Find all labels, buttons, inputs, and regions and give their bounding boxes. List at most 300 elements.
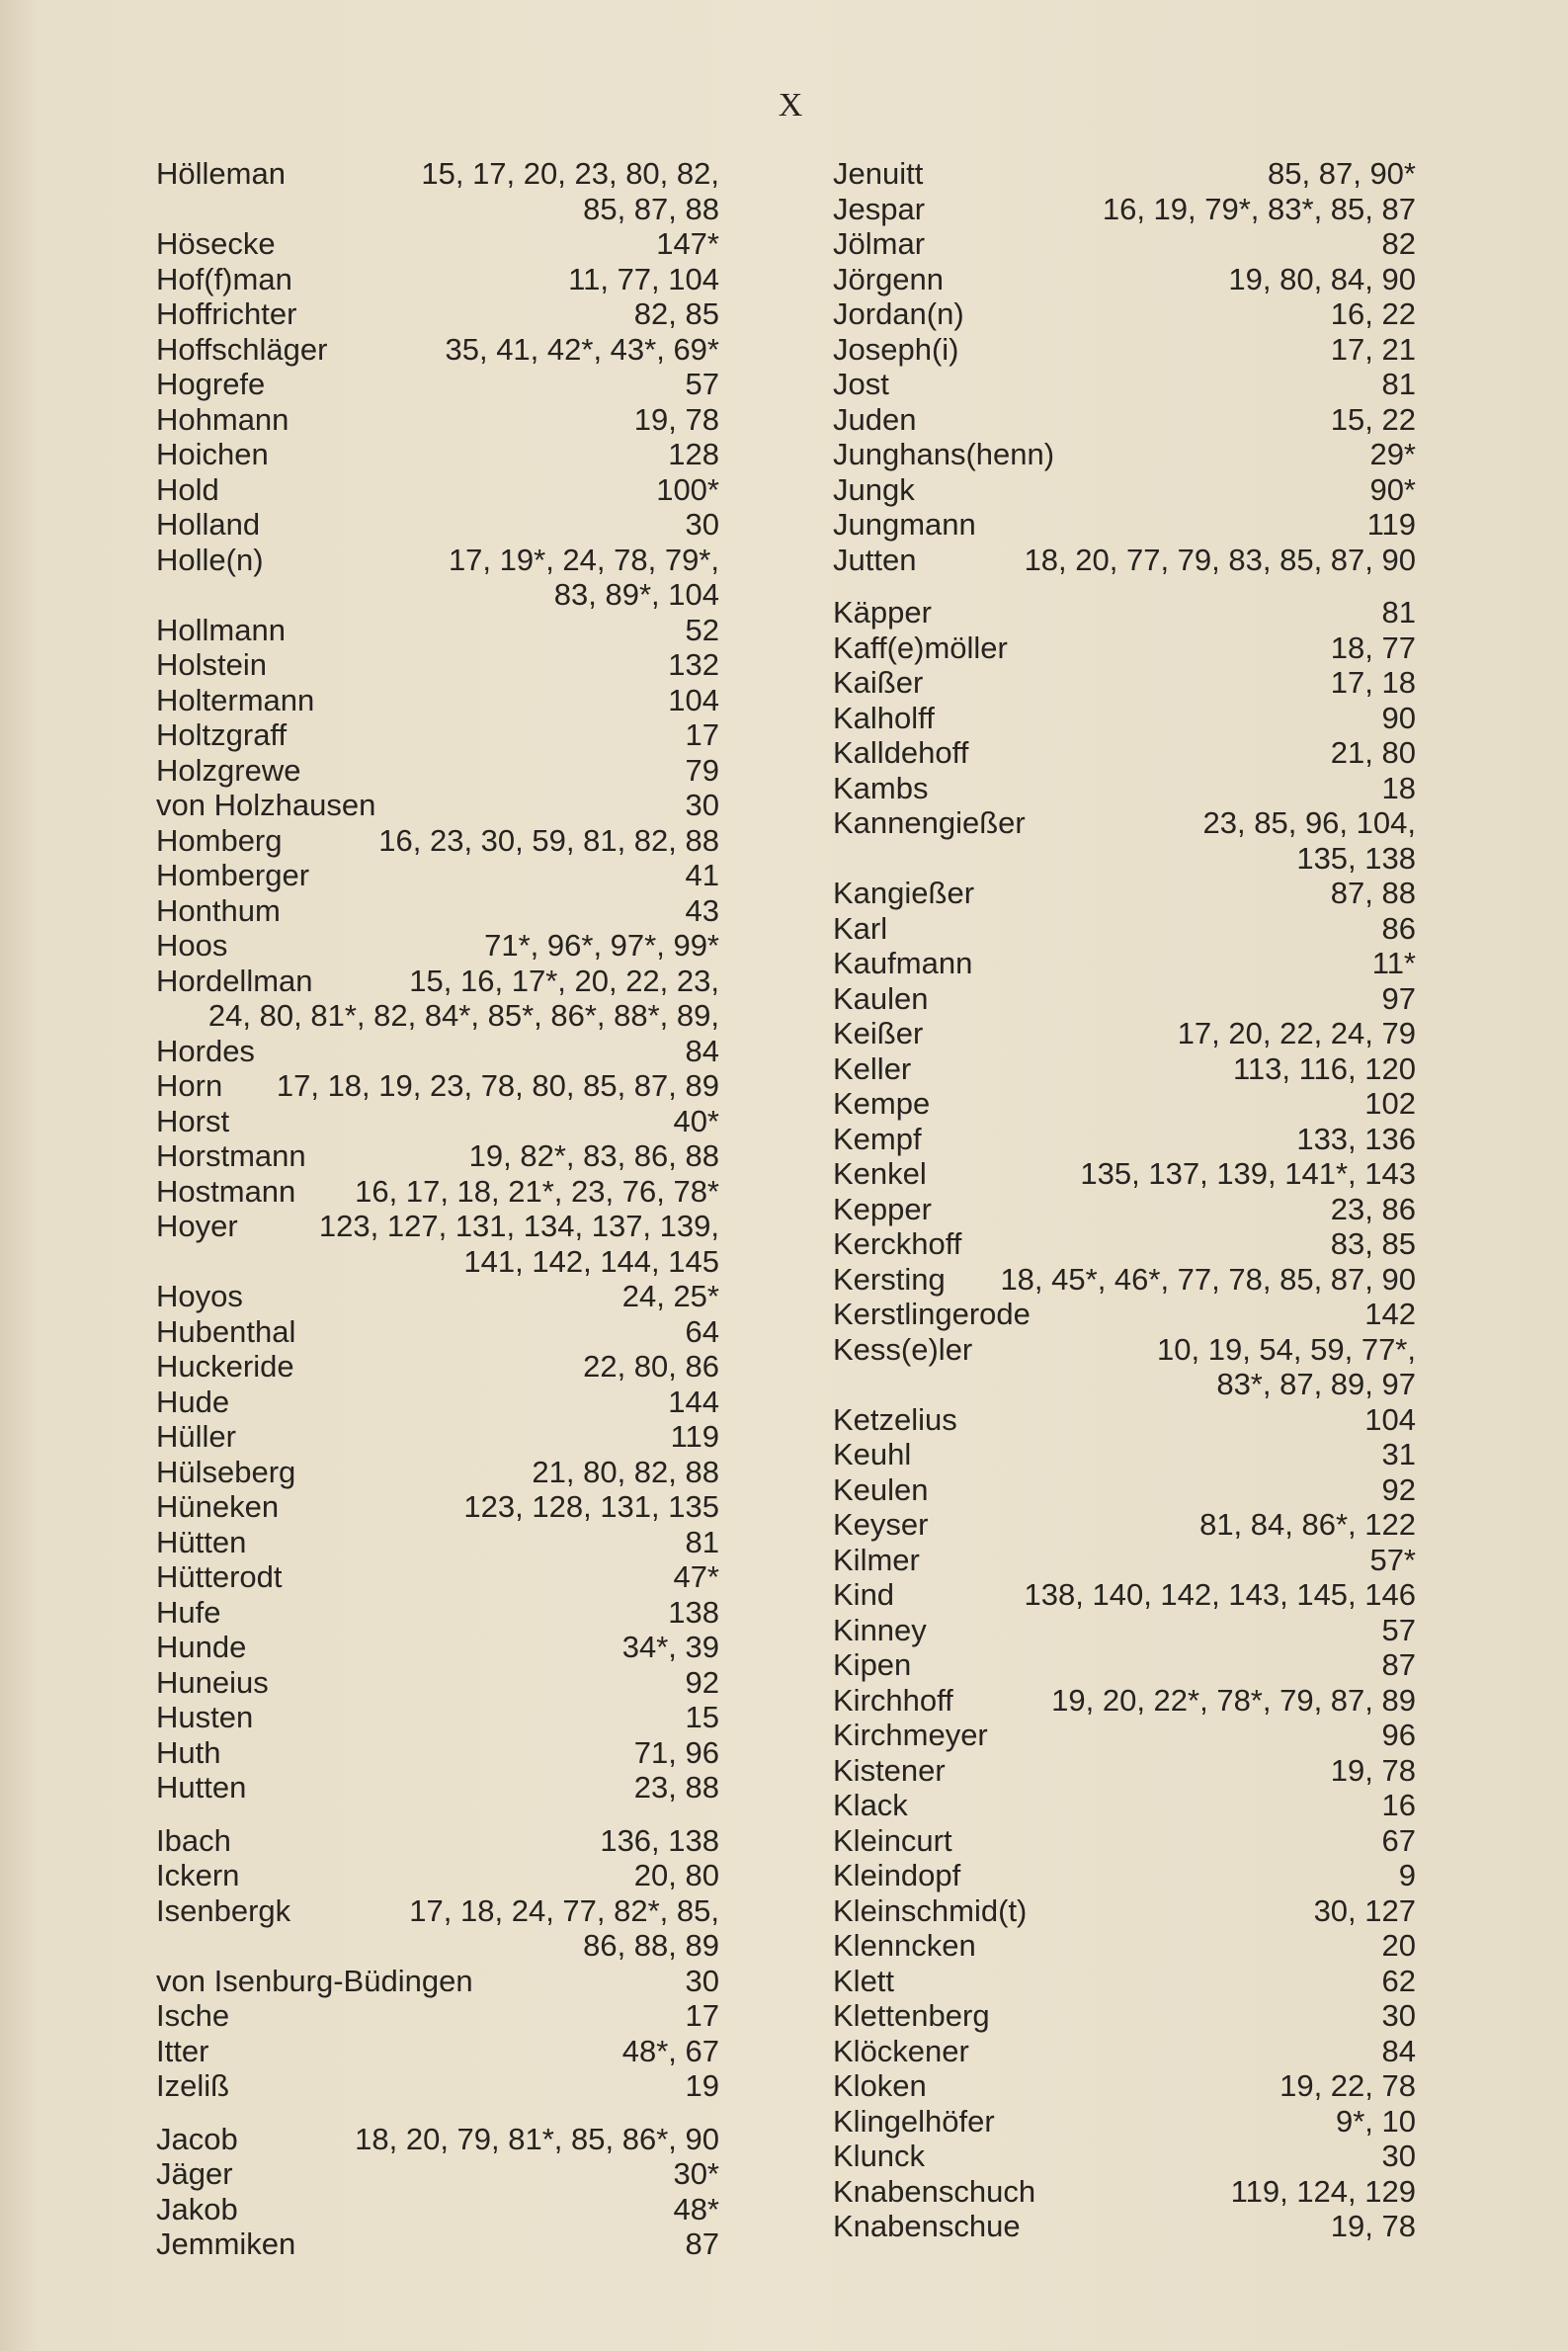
index-entry-name: Husten — [156, 1700, 254, 1734]
index-entry — [833, 805, 1416, 876]
index-entry-pages: 19, 78 — [1330, 1752, 1416, 1788]
index-entry-name: Kersting — [833, 1261, 946, 1297]
index-entry-row — [156, 1823, 719, 1859]
index-entry-pages: 100* — [656, 471, 719, 507]
index-entry-name: Kistener — [833, 1752, 946, 1788]
index-entry — [156, 1174, 719, 1210]
index-entry-row — [833, 402, 1416, 438]
index-entry-pages: 34*, 39 — [621, 1630, 719, 1664]
letter-group-gap — [833, 577, 1416, 595]
index-entry-name: Kenkel — [833, 1156, 927, 1191]
index-entry-pages: 92 — [1381, 1471, 1416, 1507]
index-entry-row — [156, 296, 719, 332]
index-entry-name: Homberg — [156, 822, 283, 858]
index-entry — [833, 367, 1416, 402]
index-entry-name: Isenbergk — [156, 1892, 291, 1928]
index-entry-name: Kerstlingerode — [833, 1297, 1031, 1331]
index-entry — [156, 437, 719, 472]
index-entry-pages: 18, 77 — [1330, 630, 1416, 665]
index-entry-pages: 29* — [1369, 437, 1416, 471]
index-entry-pages: 15, 17, 20, 23, 80, 82, — [421, 156, 719, 191]
index-entry — [833, 876, 1416, 911]
index-entry-row — [833, 2104, 1416, 2140]
index-entry — [156, 1138, 719, 1174]
index-entry-name: von Isenburg-Büdingen — [156, 1963, 473, 1998]
index-entry-name: Klettenberg — [833, 1998, 990, 2033]
index-entry-pages: 19, 20, 22*, 78*, 79, 87, 89 — [1051, 1682, 1416, 1718]
index-entry-name: Jäger — [156, 2156, 233, 2191]
index-entry — [833, 1262, 1416, 1298]
index-entry-pages: 123, 127, 131, 134, 137, 139, — [318, 1209, 719, 1243]
index-entry-pages: 30 — [1381, 2139, 1416, 2173]
index-entry — [156, 1419, 719, 1455]
index-entry-name: Hülseberg — [156, 1454, 296, 1489]
index-entry — [833, 156, 1416, 192]
index-entry-row — [156, 1138, 719, 1174]
index-entry-name: Knabenschuch — [833, 2173, 1036, 2209]
index-entry-row — [156, 717, 719, 753]
index-entry-pages: 97 — [1381, 980, 1416, 1016]
index-entry-name: Hutten — [156, 1770, 247, 1805]
index-entry — [156, 367, 719, 402]
index-entry-pages: 19, 22, 78 — [1279, 2068, 1416, 2103]
index-entry-pages: 138 — [668, 1594, 719, 1630]
index-entry-row — [156, 543, 719, 578]
index-entry-name: Ketzelius — [833, 1401, 957, 1437]
index-entry-name: Hütterodt — [156, 1559, 283, 1594]
index-entry-name: Kess(e)ler — [833, 1331, 973, 1367]
index-entry-pages: 123, 128, 131, 135 — [463, 1489, 719, 1524]
index-entry-pages: 23, 85, 96, 104, — [1202, 805, 1416, 840]
index-entry-pages-continued: 85, 87, 88 — [583, 191, 719, 226]
index-entry — [833, 1402, 1416, 1438]
index-entry-name: Joseph(i) — [833, 331, 959, 367]
index-entry-name: Hüneken — [156, 1489, 280, 1524]
index-entry-pages: 47* — [673, 1559, 719, 1594]
index-entry-row — [833, 543, 1416, 578]
index-entry-pages: 19, 78 — [633, 401, 719, 437]
index-entry-pages: 142 — [1364, 1297, 1416, 1331]
index-entry-pages: 15, 16, 17*, 20, 22, 23, — [409, 963, 719, 998]
index-entry-pages: 30* — [673, 2156, 719, 2191]
letter-group-gap — [156, 2104, 719, 2122]
index-entry — [833, 595, 1416, 630]
index-entry-row — [833, 1718, 1416, 1753]
index-entry-pages: 132 — [668, 647, 719, 682]
index-entry-pages: 84 — [685, 1033, 719, 1068]
index-entry-pages: 9*, 10 — [1335, 2103, 1416, 2139]
index-entry-name: Horst — [156, 1103, 230, 1138]
index-entry-name: Hölleman — [156, 156, 286, 191]
index-entry-pages: 104 — [1364, 1401, 1416, 1437]
index-entry-row — [156, 1104, 719, 1139]
index-entry — [156, 1770, 719, 1805]
index-entry — [156, 858, 719, 893]
index-entry-pages: 102 — [1364, 1086, 1416, 1121]
index-entry-row — [833, 262, 1416, 297]
index-entry-pages: 18, 45*, 46*, 77, 78, 85, 87, 90 — [1000, 1261, 1416, 1297]
index-entry-pages: 85, 87, 90* — [1268, 156, 1416, 191]
index-entry-row — [833, 1543, 1416, 1578]
index-entry-pages: 24, 25* — [621, 1279, 719, 1313]
index-entry-pages: 18 — [1381, 770, 1416, 805]
index-entry-row — [156, 156, 719, 192]
index-entry-pages-continued: 24, 80, 81*, 82, 84*, 85*, 86*, 88*, 89, — [207, 998, 719, 1033]
index-entry-name: Hoffrichter — [156, 296, 297, 331]
index-entry-pages: 57* — [1369, 1542, 1416, 1577]
index-entry-name: Hunde — [156, 1630, 247, 1664]
index-entry-name: Karl — [833, 910, 888, 946]
index-entry-row — [833, 1858, 1416, 1893]
index-entry-pages: 92 — [685, 1664, 719, 1700]
index-entry-name: Hufe — [156, 1594, 221, 1630]
index-entry-row — [833, 1613, 1416, 1648]
index-entry — [156, 788, 719, 823]
index-entry-name: Jacob — [156, 2121, 238, 2156]
index-entry-name: Klunck — [833, 2139, 926, 2173]
index-entry-name: Kaufmann — [833, 946, 973, 980]
index-entry-pages: 19, 82*, 83, 86, 88 — [468, 1138, 719, 1173]
index-entry — [156, 2034, 719, 2069]
index-entry-name: Kannengießer — [833, 805, 1026, 840]
index-entry-row — [156, 1630, 719, 1665]
index-entry-name: Juden — [833, 401, 917, 437]
index-entry-row — [833, 367, 1416, 402]
index-entry — [833, 1858, 1416, 1893]
index-entry-row — [156, 1279, 719, 1314]
index-entry-row — [833, 1823, 1416, 1859]
index-entry-row — [833, 1788, 1416, 1823]
index-entry — [833, 507, 1416, 543]
index-entry — [833, 630, 1416, 666]
index-entry-row — [833, 1507, 1416, 1543]
index-entry-row — [833, 156, 1416, 192]
index-entry — [156, 296, 719, 332]
index-entry — [156, 753, 719, 789]
index-entry — [156, 1595, 719, 1631]
letter-group-gap — [156, 1805, 719, 1823]
index-entry-pages: 87 — [1381, 1647, 1416, 1682]
index-entry-row — [833, 507, 1416, 543]
index-entry-name: Kerckhoff — [833, 1226, 962, 1261]
index-entry-name: Hostmann — [156, 1173, 296, 1209]
index-entry-row — [833, 946, 1416, 981]
index-entry-pages: 133, 136 — [1296, 1121, 1416, 1156]
index-entry-row — [156, 964, 719, 999]
index-entry-row — [156, 788, 719, 823]
index-entry-name: Hordes — [156, 1033, 255, 1068]
index-entry — [833, 1683, 1416, 1719]
index-entry-name: Huth — [156, 1734, 221, 1770]
index-entry-name: Kirchmeyer — [833, 1718, 988, 1752]
index-entry-pages: 119 — [1366, 507, 1416, 542]
index-entry-row — [833, 296, 1416, 332]
index-entry-name: Jungmann — [833, 507, 976, 542]
index-entry-name: Kleincurt — [833, 1822, 952, 1858]
index-entry-name: Jutten — [833, 542, 917, 577]
index-entry — [833, 665, 1416, 701]
index-entry-row — [833, 876, 1416, 911]
index-entry-pages: 135, 137, 139, 141*, 143 — [1080, 1156, 1416, 1191]
index-entry-row — [156, 1595, 719, 1631]
index-entry-pages: 87, 88 — [1330, 876, 1416, 910]
index-entry-row — [833, 1683, 1416, 1719]
index-entry-pages: 30 — [685, 507, 719, 542]
index-entry-name: Huckeride — [156, 1349, 294, 1384]
index-entry-row — [156, 1419, 719, 1455]
index-entry-name: Kaulen — [833, 980, 929, 1016]
index-entry-pages: 79 — [685, 752, 719, 788]
index-entry — [833, 1122, 1416, 1157]
index-entry — [833, 1613, 1416, 1648]
index-entry — [833, 735, 1416, 771]
index-entry-pages: 21, 80 — [1330, 735, 1416, 770]
index-entry — [156, 1630, 719, 1665]
index-entry-name: Klack — [833, 1788, 908, 1822]
index-entry-name: Jemmiken — [156, 2226, 296, 2261]
index-entry — [156, 1104, 719, 1139]
index-entry-name: Jölmar — [833, 226, 926, 261]
index-entry — [156, 1455, 719, 1490]
index-entry-row — [833, 1753, 1416, 1789]
index-entry-pages-continued: 83*, 87, 89, 97 — [1216, 1367, 1416, 1401]
index-entry — [156, 1068, 719, 1104]
index-entry-pages: 20 — [1381, 1928, 1416, 1963]
index-entry-row — [156, 2192, 719, 2227]
index-entry-name: Kepper — [833, 1191, 932, 1226]
index-entry-name: Hoffschläger — [156, 331, 328, 367]
index-entry-name: Kloken — [833, 2068, 927, 2103]
index-entry — [156, 472, 719, 508]
index-entry-name: Kleindopf — [833, 1858, 961, 1892]
index-entry-row — [156, 472, 719, 508]
index-entry-name: Holtzgraff — [156, 717, 288, 752]
index-entry — [156, 332, 719, 368]
index-entry-pages: 30, 127 — [1313, 1892, 1416, 1928]
index-entry — [833, 1753, 1416, 1789]
index-entry-pages: 9 — [1398, 1858, 1416, 1892]
index-entry-pages: 71, 96 — [633, 1734, 719, 1770]
index-entry-name: Hoyer — [156, 1209, 238, 1243]
index-entry-row — [156, 1068, 719, 1104]
index-entry — [156, 1279, 719, 1314]
index-entry — [156, 543, 719, 613]
index-entry-name: Keller — [833, 1050, 912, 1086]
index-entry-row — [156, 2068, 719, 2104]
index-entry-name: Käpper — [833, 595, 932, 630]
index-entry-name: Jungk — [833, 471, 915, 507]
index-entry — [156, 1314, 719, 1350]
index-entry-pages: 18, 20, 79, 81*, 85, 86*, 90 — [355, 2121, 719, 2156]
index-entry-row — [156, 858, 719, 893]
index-entry-pages: 16, 19, 79*, 83*, 85, 87 — [1102, 191, 1416, 226]
index-entry — [156, 1735, 719, 1771]
index-entry-row — [156, 893, 719, 929]
index-entry-name: Horn — [156, 1068, 223, 1103]
index-entry-row — [156, 928, 719, 964]
index-entry-row — [833, 1226, 1416, 1262]
index-entry — [156, 823, 719, 859]
index-entry — [833, 2104, 1416, 2140]
index-entry — [156, 262, 719, 297]
index-entry — [833, 2174, 1416, 2210]
index-entry-pages: 17, 18, 24, 77, 82*, 85, — [409, 1892, 719, 1928]
index-entry-pages: 17, 19*, 24, 78, 79*, — [448, 542, 719, 577]
index-entry-row — [156, 2034, 719, 2069]
index-entry — [156, 613, 719, 648]
index-entry-row — [156, 1998, 719, 2034]
index-entry — [156, 647, 719, 683]
index-entry — [833, 1788, 1416, 1823]
index-entry — [833, 911, 1416, 947]
index-entry-row — [156, 683, 719, 718]
index-entry-name: Ibach — [156, 1822, 231, 1858]
index-entry-name: Klett — [833, 1963, 895, 1998]
index-entry-pages: 57 — [685, 367, 719, 401]
index-entry — [156, 717, 719, 753]
index-entry-name: Jost — [833, 367, 889, 401]
index-entry — [833, 1332, 1416, 1402]
index-entry-pages-continued: 86, 88, 89 — [583, 1928, 719, 1963]
index-entry-name: Jörgenn — [833, 261, 945, 296]
index-entry-pages: 30 — [685, 1963, 719, 1998]
index-entry-row — [156, 507, 719, 543]
index-entry-row — [156, 1385, 719, 1420]
index-entry-pages: 41 — [685, 858, 719, 892]
index-entry-name: Kilmer — [833, 1542, 920, 1577]
index-entry — [833, 543, 1416, 578]
index-entry-row — [833, 1016, 1416, 1051]
index-entry — [833, 262, 1416, 297]
index-entry — [833, 402, 1416, 438]
index-entry — [156, 2156, 719, 2192]
index-entry — [833, 1051, 1416, 1087]
index-entry — [156, 964, 719, 1034]
index-entry — [156, 226, 719, 262]
index-entry-name: Hubenthal — [156, 1313, 296, 1349]
index-entry-row — [156, 1893, 719, 1929]
index-entry-pages: 138, 140, 142, 143, 145, 146 — [1024, 1577, 1416, 1612]
index-entry-pages: 19, 78 — [1330, 2209, 1416, 2243]
index-entry-pages-continued: 135, 138 — [1296, 840, 1416, 876]
index-entry-row — [156, 1349, 719, 1385]
page-number: X — [778, 87, 803, 124]
index-entry-row — [833, 805, 1416, 841]
index-entry-row — [156, 1735, 719, 1771]
index-entry-pages-continued: 141, 142, 144, 145 — [463, 1243, 719, 1279]
index-entry-pages: 81 — [1381, 367, 1416, 401]
index-entry — [156, 893, 719, 929]
index-entry-pages: 81, 84, 86*, 122 — [1199, 1507, 1416, 1542]
index-entry-row — [833, 437, 1416, 472]
index-entry-name: Honthum — [156, 892, 281, 928]
index-entry-row — [833, 2034, 1416, 2069]
index-entry-row — [833, 192, 1416, 227]
index-entry — [156, 683, 719, 718]
index-entry — [156, 1665, 719, 1701]
index-entry — [156, 1559, 719, 1595]
index-entry-pages: 90* — [1369, 471, 1416, 507]
index-entry — [833, 2034, 1416, 2069]
index-entry-name: Kambs — [833, 770, 929, 805]
index-entry-name: Kalldehoff — [833, 735, 969, 770]
index-entry-name: Keulen — [833, 1471, 929, 1507]
index-entry-row — [156, 1209, 719, 1244]
index-entry-row — [833, 771, 1416, 806]
index-entry-pages: 19 — [685, 2068, 719, 2103]
index-entry — [156, 1489, 719, 1525]
index-entry-name: Jenuitt — [833, 156, 924, 191]
index-entry — [833, 1297, 1416, 1332]
index-entry — [833, 1647, 1416, 1683]
index-entry-pages: 17 — [685, 717, 719, 752]
index-entry-name: Itter — [156, 2033, 209, 2068]
index-entry-name: Hollmann — [156, 612, 286, 647]
index-entry-name: Kaißer — [833, 665, 924, 700]
index-entry-row — [156, 1858, 719, 1893]
index-entry-row — [156, 2226, 719, 2262]
index-entry-pages: 16, 22 — [1330, 296, 1416, 331]
index-entry — [833, 332, 1416, 368]
index-entry-row — [833, 1437, 1416, 1472]
index-entry-pages: 144 — [668, 1384, 719, 1419]
index-entry-name: Kaff(e)möller — [833, 630, 1008, 665]
index-entry — [156, 402, 719, 438]
index-entry-pages: 64 — [685, 1313, 719, 1349]
index-entry-row — [833, 1472, 1416, 1508]
index-entry-pages: 17, 18 — [1330, 665, 1416, 700]
index-entry-name: Kempf — [833, 1121, 922, 1156]
index-entry — [156, 1209, 719, 1279]
index-entry — [833, 1192, 1416, 1227]
index-entry-name: Holtermann — [156, 682, 315, 717]
index-entry-row — [833, 1998, 1416, 2034]
index-entry-pages: 11, 77, 104 — [568, 261, 719, 296]
index-entry — [156, 2068, 719, 2104]
index-entry-row — [156, 1964, 719, 1999]
index-entry — [156, 2226, 719, 2262]
index-entry-name: Kirchhoff — [833, 1682, 953, 1718]
index-entry-pages: 10, 19, 54, 59, 77*, — [1157, 1331, 1416, 1367]
index-entry-row — [833, 701, 1416, 736]
index-entry — [833, 1472, 1416, 1508]
index-entry-name: Holstein — [156, 647, 267, 682]
index-entry-row — [156, 1455, 719, 1490]
index-entry-pages: 23, 88 — [633, 1770, 719, 1805]
index-entry — [833, 2209, 1416, 2244]
index-entry-row — [156, 367, 719, 402]
index-entry-row — [156, 402, 719, 438]
index-entry-name: Keuhl — [833, 1437, 912, 1471]
index-entry-name: Homberger — [156, 858, 310, 892]
index-entry-pages: 81 — [1381, 595, 1416, 630]
index-entry-pages: 15 — [685, 1700, 719, 1734]
index-entry-name: Jakob — [156, 2191, 238, 2226]
index-entry-name: Ische — [156, 1998, 230, 2033]
index-entry-name: Keyser — [833, 1507, 929, 1542]
index-entry — [833, 1156, 1416, 1192]
index-entry-name: Hoos — [156, 928, 228, 963]
index-entry-name: Holzgrewe — [156, 752, 301, 788]
index-entry — [156, 1858, 719, 1893]
index-entry-name: Keißer — [833, 1016, 924, 1050]
index-entry-name: Kleinschmid(t) — [833, 1892, 1028, 1928]
index-entry — [833, 1437, 1416, 1472]
index-entry-row — [156, 613, 719, 648]
index-entry-pages: 83, 85 — [1330, 1226, 1416, 1261]
index-entry-pages: 23, 86 — [1330, 1191, 1416, 1226]
index-entry-row — [156, 1489, 719, 1525]
